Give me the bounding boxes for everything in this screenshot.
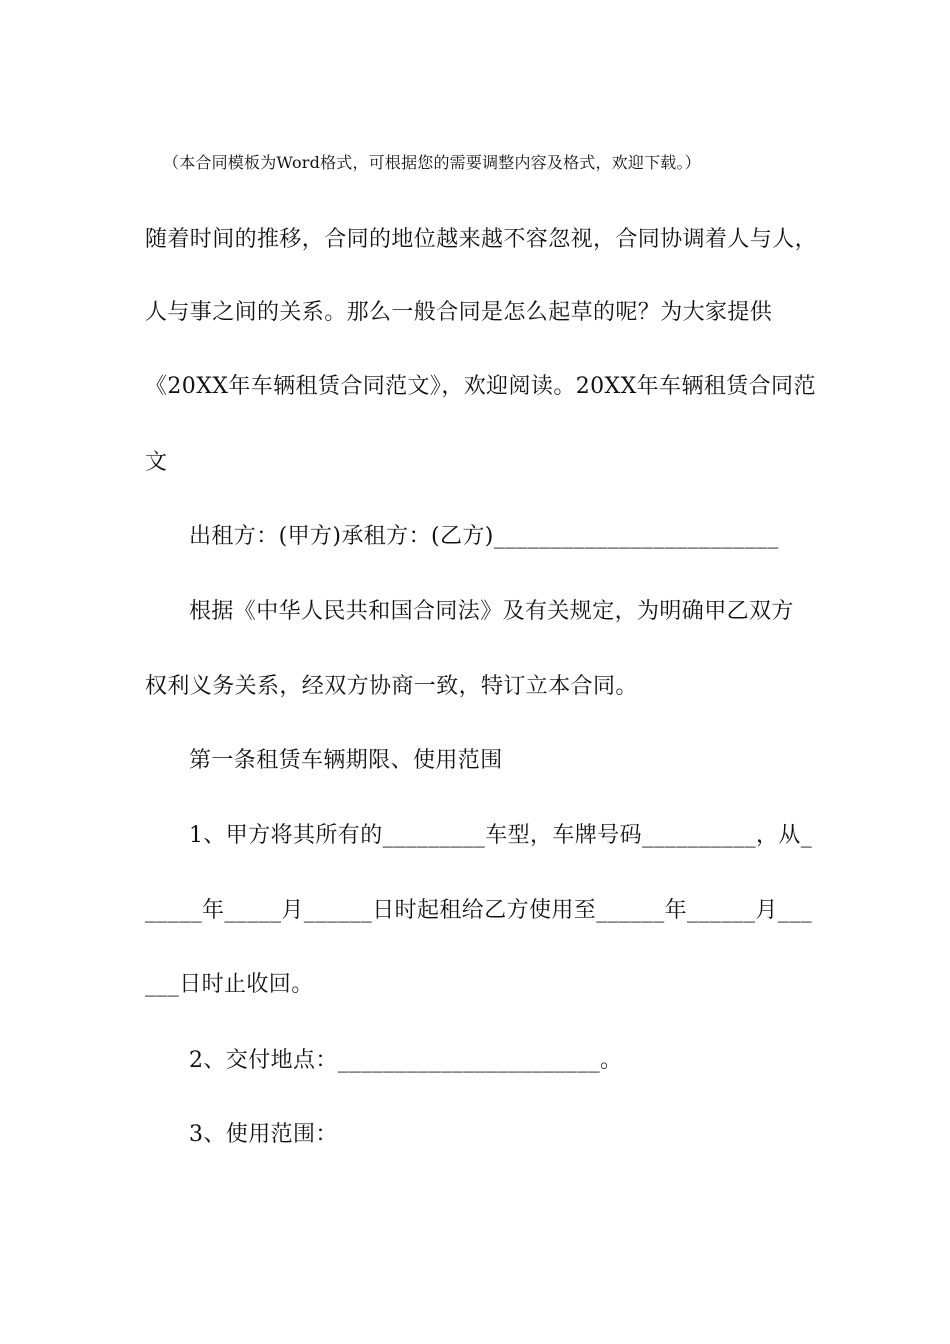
intro-line-1: 随着时间的推移，合同的地位越来越不容忽视，合同协调着人与人，	[145, 227, 818, 252]
item-1-line-2: _____年_____月______日时起租给乙方使用至______年______月___	[145, 898, 813, 923]
item-1-line-1: 1、甲方将其所有的_________车型，车牌号码__________，从_	[189, 823, 813, 848]
intro-line-4: 文	[145, 450, 168, 475]
intro-line-2: 人与事之间的关系。那么一般合同是怎么起草的呢？为大家提供	[145, 300, 773, 325]
basis-line-1: 根据《中华人民共和国合同法》及有关规定，为明确甲乙双方	[189, 599, 794, 624]
template-note: （本合同模板为Word格式，可根据您的需要调整内容及格式，欢迎下载。）	[163, 153, 701, 172]
item-1-line-3: ___日时止收回。	[145, 972, 314, 997]
intro-line-3: 《20XX年车辆租赁合同范文》，欢迎阅读。20XX年车辆租赁合同范	[145, 374, 816, 399]
basis-line-2: 权利义务关系，经双方协商一致，特订立本合同。	[145, 674, 638, 699]
item-3-line: 3、使用范围：	[189, 1122, 338, 1147]
item-2-line: 2、交付地点：_______________________。	[189, 1048, 623, 1073]
parties-line: 出租方：(甲方)承租方：(乙方)_________________________	[189, 524, 779, 549]
article-1-title: 第一条租赁车辆期限、使用范围	[189, 748, 503, 773]
